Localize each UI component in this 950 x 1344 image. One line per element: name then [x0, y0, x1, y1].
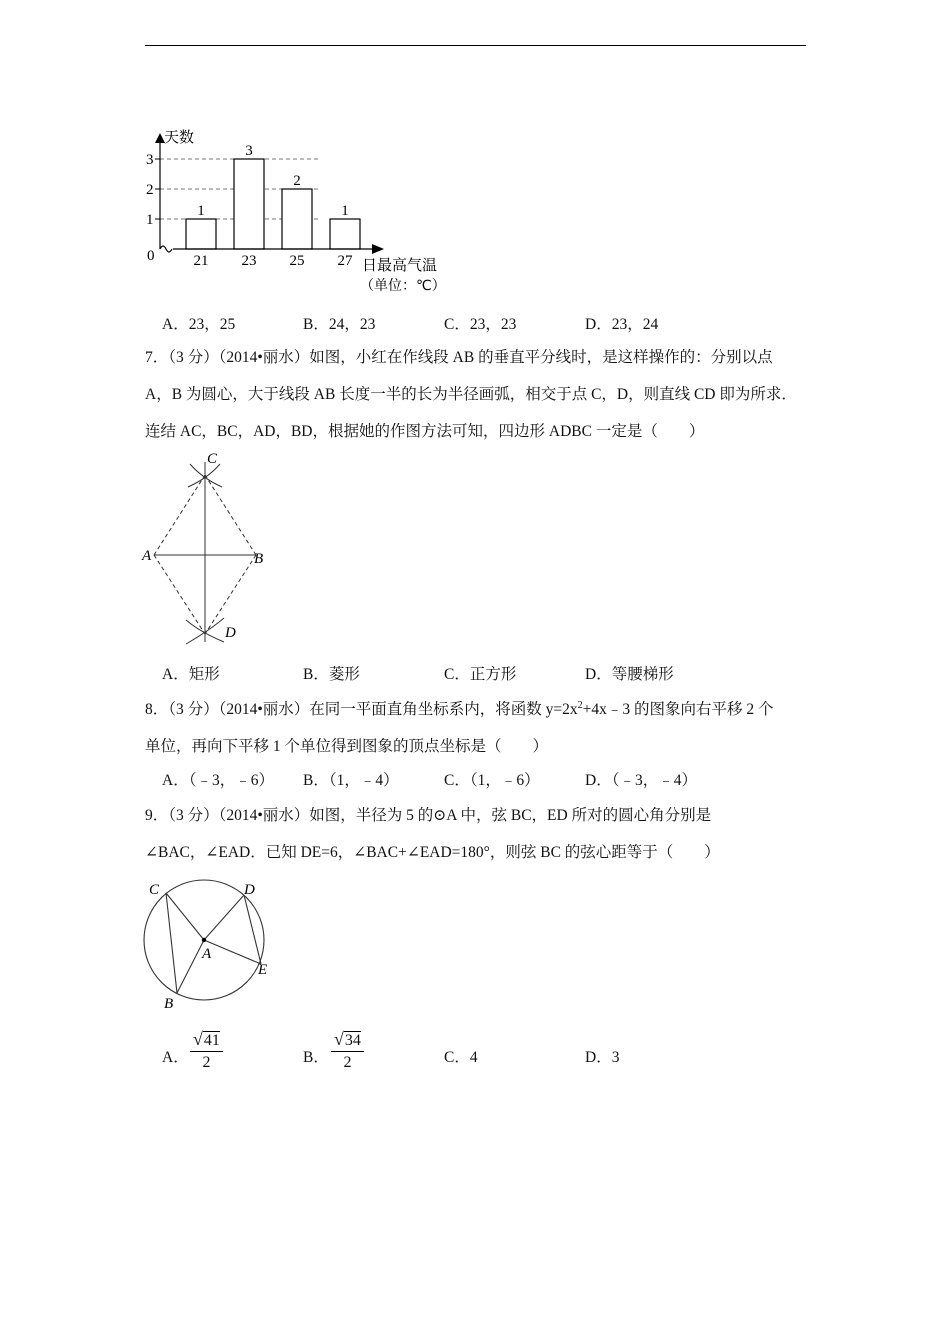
segment-ac	[154, 475, 205, 555]
point-a-label: A	[202, 946, 212, 962]
x-axis-arrow	[372, 244, 384, 254]
q8-stem-line-1: 8．（3 分）（2014•丽水）在同一平面直角坐标系内，将函数 $y=2x^2+4x﹣3$ 的图象向右平移 2 个	[145, 699, 774, 718]
y-tick-label: 2	[146, 182, 154, 198]
radius-ae	[204, 940, 261, 964]
q7-stem-line-1: 7．（3 分）（2014•丽水）如图，小红在作线段 AB 的垂直平分线时，是这样操作的：分别以点	[145, 349, 773, 366]
radius-ab	[177, 940, 204, 993]
point-a-label: A	[142, 548, 152, 564]
x-axis-title: 日最高气温	[362, 256, 438, 274]
q8-options	[162, 768, 802, 790]
bar-23	[234, 159, 264, 249]
q7-option-d[interactable]: D．等腰梯形	[585, 666, 674, 683]
bar-data-label: 1	[197, 203, 205, 219]
point-d-label: D	[225, 625, 236, 641]
x-tick-label: 25	[289, 253, 305, 269]
fraction-sqrt41-over-2: $\frac{√41}{2}$	[190, 1029, 223, 1072]
q8-option-d[interactable]: D．（﹣3，﹣4）	[585, 772, 697, 789]
x-tick-label: 27	[337, 253, 353, 269]
q6-option-c[interactable]: C．23，23	[444, 316, 517, 333]
q9-options	[162, 1029, 802, 1071]
bar-25	[282, 189, 312, 249]
q6-option-d[interactable]: D．23，24	[585, 316, 659, 333]
bar-27	[330, 219, 360, 249]
q6-option-b[interactable]: B．24，23	[303, 316, 376, 333]
y-axis-title: 天数	[164, 128, 195, 146]
point-e-label: E	[258, 962, 268, 978]
segment-bc	[205, 475, 256, 555]
axis-break-icon	[160, 246, 172, 252]
point-b-label: B	[164, 996, 174, 1011]
header-rule	[145, 45, 806, 46]
q9-option-d[interactable]: D．3	[585, 1049, 620, 1066]
y-tick-label: 1	[146, 212, 154, 228]
perpendicular-bisector-figure	[140, 450, 275, 645]
bar-data-label: 1	[341, 203, 349, 219]
segment-bd	[205, 555, 256, 634]
point-b-label: B	[254, 551, 264, 567]
point-d-label: D	[244, 882, 255, 898]
bar-data-label: 3	[245, 143, 253, 159]
q9-option-c[interactable]: C．4	[444, 1049, 478, 1066]
q8-option-b[interactable]: B．（1，﹣4）	[303, 772, 399, 789]
point-c-label: C	[207, 451, 218, 467]
origin-label: 0	[147, 248, 155, 264]
bar-data-label: 2	[293, 173, 301, 189]
q7-option-c[interactable]: C．正方形	[444, 666, 517, 683]
q7-options	[162, 662, 802, 684]
x-tick-label: 21	[193, 253, 209, 269]
q7-stem-line-2: A，B 为圆心，大于线段 AB 长度一半的长为半径画弧，相交于点 C，D，则直线 CD 即为所求．	[145, 386, 797, 403]
x-tick-label: 23	[241, 253, 257, 269]
fraction-sqrt34-over-2: $\frac{√34}{2}$	[331, 1029, 364, 1072]
q9-option-a[interactable]: A． $\frac{√41}{2}$	[162, 1045, 189, 1067]
q9-option-b[interactable]: B． $\frac{√34}{2}$	[303, 1045, 329, 1067]
point-c-label: C	[149, 882, 160, 898]
q7-option-b[interactable]: B．菱形	[303, 666, 360, 683]
temperature-bar-chart	[140, 125, 470, 297]
q6-options	[162, 312, 802, 334]
q8-stem-line-2: 单位，再向下平移 1 个单位得到图象的顶点坐标是（ ）	[145, 738, 549, 755]
bar-21	[186, 219, 216, 249]
chord-bc	[166, 893, 177, 993]
q7-option-a[interactable]: A．矩形	[162, 666, 220, 683]
q7-stem-line-3: 连结 AC，BC，AD，BD，根据她的作图方法可知，四边形 ADBC 一定是（ ）	[145, 423, 705, 440]
q9-stem-line-2: ∠BAC，∠EAD．已知 DE=6，∠BAC+∠EAD=180°，则弦 BC 的弦心距等于（ ）	[145, 844, 720, 861]
y-tick-label: 3	[146, 152, 154, 168]
center-point	[202, 938, 206, 942]
radius-ad	[204, 895, 244, 940]
q9-stem-line-1: 9．（3 分）（2014•丽水）如图，半径为 5 的⊙A 中，弦 BC，ED 所对的圆心角分别是	[145, 807, 712, 824]
q8-option-c[interactable]: C．（1，﹣6）	[444, 772, 540, 789]
circle-chords-figure	[138, 876, 278, 1011]
radius-ac	[166, 893, 204, 940]
q6-option-a[interactable]: A．23，25	[162, 316, 236, 333]
x-axis-unit: （单位：℃）	[360, 278, 446, 294]
segment-ad	[154, 555, 205, 634]
q8-option-a[interactable]: A．（﹣3，﹣6）	[162, 772, 274, 789]
